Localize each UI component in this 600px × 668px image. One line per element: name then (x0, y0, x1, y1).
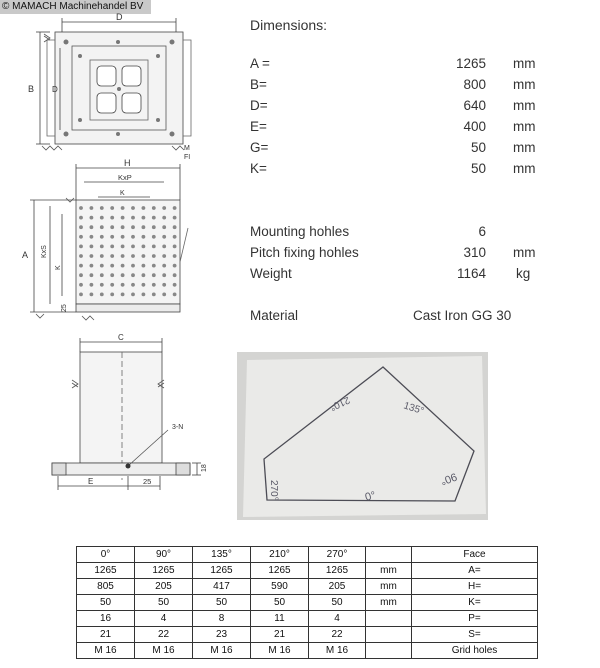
grid-hole (110, 206, 114, 210)
dim-label-b: B= (250, 77, 267, 92)
grid-hole (90, 283, 94, 287)
grid-hole (110, 264, 114, 268)
label-top-b: B (28, 84, 35, 94)
grid-hole (173, 206, 177, 210)
grid-hole (173, 235, 177, 239)
grid-hole (173, 225, 177, 229)
grid-hole (131, 264, 135, 268)
grid-hole (152, 264, 156, 268)
dim-value-g: 50 (470, 140, 486, 155)
table-row (77, 563, 538, 579)
grid-hole (162, 206, 166, 210)
table-cell: 805 (77, 579, 135, 595)
grid-hole (100, 254, 104, 258)
material-label: Material (250, 308, 299, 323)
dim-value-d: 640 (463, 98, 486, 113)
label-mid-ks: KxS (41, 245, 48, 258)
table-cell: 11 (251, 611, 309, 627)
grid-hole (100, 273, 104, 277)
label-mid-k: K (120, 190, 125, 197)
grid-hole (162, 225, 166, 229)
grid-hole (121, 216, 125, 220)
grid-hole (142, 273, 146, 277)
grid-hole (100, 293, 104, 297)
table-cell: 23 (193, 627, 251, 643)
grid-hole (121, 225, 125, 229)
watermark: © MAMACH Machinehandel BV (0, 0, 151, 14)
grid-hole (79, 283, 83, 287)
table-cell: Face (412, 547, 538, 563)
dim-label-d: D= (250, 98, 268, 113)
grid-hole (110, 216, 114, 220)
dim-unit-e: mm (513, 119, 536, 134)
table-cell: 21 (251, 627, 309, 643)
grid-hole (79, 216, 83, 220)
dim-unit-b: mm (513, 77, 536, 92)
angle-label-270: 270° (268, 480, 279, 501)
grid-hole (173, 293, 177, 297)
table-cell: mm (366, 579, 412, 595)
dim-label-e: E= (250, 119, 267, 134)
label-mid-kp: KxP (118, 173, 132, 182)
table-row (77, 627, 538, 643)
grid-hole (100, 225, 104, 229)
grid-hole (110, 225, 114, 229)
dim-unit-k: mm (513, 161, 536, 176)
grid-hole (79, 245, 83, 249)
grid-hole (162, 235, 166, 239)
grid-hole (121, 245, 125, 249)
grid-hole (79, 264, 83, 268)
grid-hole (100, 235, 104, 239)
spec-unit-weight: kg (516, 266, 531, 281)
grid-hole (110, 235, 114, 239)
spec-value-weight: 1164 (456, 266, 486, 281)
table-row (77, 547, 538, 563)
grid-hole (173, 264, 177, 268)
angle-label-90: 90° (438, 470, 459, 488)
table-cell: 1265 (193, 563, 251, 579)
grid-hole (162, 264, 166, 268)
grid-hole (162, 216, 166, 220)
table-row (77, 643, 538, 659)
grid-hole (100, 264, 104, 268)
dim-value-a: 1265 (455, 56, 486, 71)
grid-hole (131, 225, 135, 229)
label-top-m: M (184, 145, 190, 152)
table-cell: M 16 (309, 643, 366, 659)
face-table (76, 546, 538, 659)
dim-value-e: 400 (463, 119, 486, 134)
grid-hole (142, 245, 146, 249)
grid-hole (142, 216, 146, 220)
table-cell: 417 (193, 579, 251, 595)
table-cell (366, 611, 412, 627)
label-bot-3n: 3-N (172, 424, 184, 431)
table-cell: M 16 (77, 643, 135, 659)
grid-hole (121, 293, 125, 297)
table-cell: P= (412, 611, 538, 627)
table-cell: mm (366, 595, 412, 611)
dim-unit-g: mm (513, 140, 536, 155)
grid-hole (90, 235, 94, 239)
table-cell: 22 (135, 627, 193, 643)
label-bot-e: E (88, 477, 94, 486)
table-cell: 590 (251, 579, 309, 595)
grid-hole (152, 225, 156, 229)
table-cell: S= (412, 627, 538, 643)
table-cell: 16 (77, 611, 135, 627)
grid-hole (131, 254, 135, 258)
grid-hole (110, 293, 114, 297)
angle-label-0: 0° (363, 489, 378, 504)
table-cell: H= (412, 579, 538, 595)
table-cell: 8 (193, 611, 251, 627)
table-cell: 90° (135, 547, 193, 563)
grid-hole (142, 293, 146, 297)
label-bot-c: C (118, 333, 124, 342)
table-cell: K= (412, 595, 538, 611)
table-cell: M 16 (135, 643, 193, 659)
table-cell (366, 627, 412, 643)
grid-hole (121, 254, 125, 258)
grid-hole (142, 254, 146, 258)
grid-hole (110, 245, 114, 249)
dim-label-a: A = (250, 56, 270, 71)
grid-hole (100, 283, 104, 287)
table-row (77, 611, 538, 627)
label-top-d-side: D (52, 85, 58, 94)
grid-hole (131, 235, 135, 239)
grid-hole (173, 254, 177, 258)
table-cell: 270° (309, 547, 366, 563)
grid-hole (79, 206, 83, 210)
spec-unit-pitch: mm (513, 245, 536, 260)
grid-hole (152, 216, 156, 220)
table-row (77, 579, 538, 595)
front-view-drawing (30, 164, 188, 320)
grid-hole (121, 235, 125, 239)
label-mid-k-side: K (55, 265, 62, 270)
spec-value-pitch: 310 (463, 245, 486, 260)
table-cell: M 16 (251, 643, 309, 659)
spec-label-weight: Weight (250, 266, 292, 281)
dimensions-heading: Dimensions: (250, 17, 328, 33)
table-cell: 50 (309, 595, 366, 611)
grid-hole (121, 206, 125, 210)
grid-hole (142, 283, 146, 287)
grid-hole (110, 283, 114, 287)
grid-hole (131, 273, 135, 277)
dim-unit-a: mm (513, 56, 536, 71)
table-cell: 22 (309, 627, 366, 643)
grid-hole (152, 206, 156, 210)
table-cell: 135° (193, 547, 251, 563)
grid-hole (173, 245, 177, 249)
grid-hole (142, 264, 146, 268)
grid-hole (152, 273, 156, 277)
dim-unit-d: mm (513, 98, 536, 113)
grid-hole (162, 254, 166, 258)
table-cell: 205 (309, 579, 366, 595)
top-view-drawing (36, 18, 191, 150)
label-bot-18: 18 (201, 464, 208, 472)
table-cell: 205 (135, 579, 193, 595)
grid-hole (152, 245, 156, 249)
grid-hole (152, 283, 156, 287)
grid-hole (173, 273, 177, 277)
table-cell: 50 (135, 595, 193, 611)
grid-hole (131, 293, 135, 297)
grid-hole (90, 264, 94, 268)
grid-hole (142, 235, 146, 239)
dim-value-b: 800 (463, 77, 486, 92)
table-cell: 50 (251, 595, 309, 611)
grid-hole (90, 245, 94, 249)
table-cell: 4 (309, 611, 366, 627)
grid-hole (173, 216, 177, 220)
dim-label-k: K= (250, 161, 267, 176)
table-cell: 21 (77, 627, 135, 643)
spec-label-mounting-holes: Mounting hohles (250, 224, 350, 239)
spec-label-pitch: Pitch fixing hohles (250, 245, 359, 260)
grid-hole (162, 293, 166, 297)
angle-label-210: 210° (327, 393, 352, 413)
grid-hole (121, 264, 125, 268)
label-bot-25: 25 (143, 477, 152, 486)
grid-hole (79, 254, 83, 258)
grid-hole (121, 273, 125, 277)
grid-hole (100, 216, 104, 220)
grid-hole (90, 225, 94, 229)
grid-hole (79, 235, 83, 239)
label-top-fi: FI (184, 154, 191, 161)
grid-hole (100, 245, 104, 249)
table-row (77, 595, 538, 611)
table-cell: 210° (251, 547, 309, 563)
grid-hole (90, 216, 94, 220)
grid-hole (162, 273, 166, 277)
grid-hole (152, 235, 156, 239)
grid-hole (110, 273, 114, 277)
grid-hole (131, 216, 135, 220)
table-cell: M 16 (193, 643, 251, 659)
grid-hole (173, 283, 177, 287)
label-top-d: D (116, 12, 123, 22)
table-cell: 50 (193, 595, 251, 611)
grid-hole (90, 206, 94, 210)
table-cell: A= (412, 563, 538, 579)
grid-hole (90, 254, 94, 258)
table-cell: 1265 (135, 563, 193, 579)
spec-value-mounting-holes: 6 (478, 224, 486, 239)
grid-hole (142, 206, 146, 210)
table-cell: Grid holes (412, 643, 538, 659)
grid-hole (79, 225, 83, 229)
grid-hole (79, 273, 83, 277)
dim-label-g: G= (250, 140, 269, 155)
label-mid-25: 25 (61, 304, 68, 312)
table-cell: 50 (77, 595, 135, 611)
grid-hole (152, 254, 156, 258)
material-value: Cast Iron GG 30 (413, 308, 512, 323)
grid-hole (131, 206, 135, 210)
table-cell: 1265 (77, 563, 135, 579)
grid-hole (90, 293, 94, 297)
grid-hole (90, 273, 94, 277)
grid-hole (162, 283, 166, 287)
mounting-hole-marker (126, 464, 131, 469)
grid-hole (121, 283, 125, 287)
table-cell: 4 (135, 611, 193, 627)
grid-hole (110, 254, 114, 258)
table-cell: 1265 (251, 563, 309, 579)
grid-hole (152, 293, 156, 297)
table-cell: 0° (77, 547, 135, 563)
dim-value-k: 50 (470, 161, 486, 176)
grid-hole (79, 293, 83, 297)
angle-label-135: 135° (402, 400, 426, 418)
table-cell: 1265 (309, 563, 366, 579)
technical-drawing (0, 0, 236, 500)
table-cell (366, 643, 412, 659)
grid-hole (131, 245, 135, 249)
table-cell (366, 547, 412, 563)
table-cell: mm (366, 563, 412, 579)
label-mid-h: H (124, 158, 131, 168)
grid-hole (131, 283, 135, 287)
grid-hole (100, 206, 104, 210)
label-mid-a: A (22, 250, 29, 260)
face-angle-photo (237, 352, 488, 520)
grid-hole (142, 225, 146, 229)
grid-hole (162, 245, 166, 249)
